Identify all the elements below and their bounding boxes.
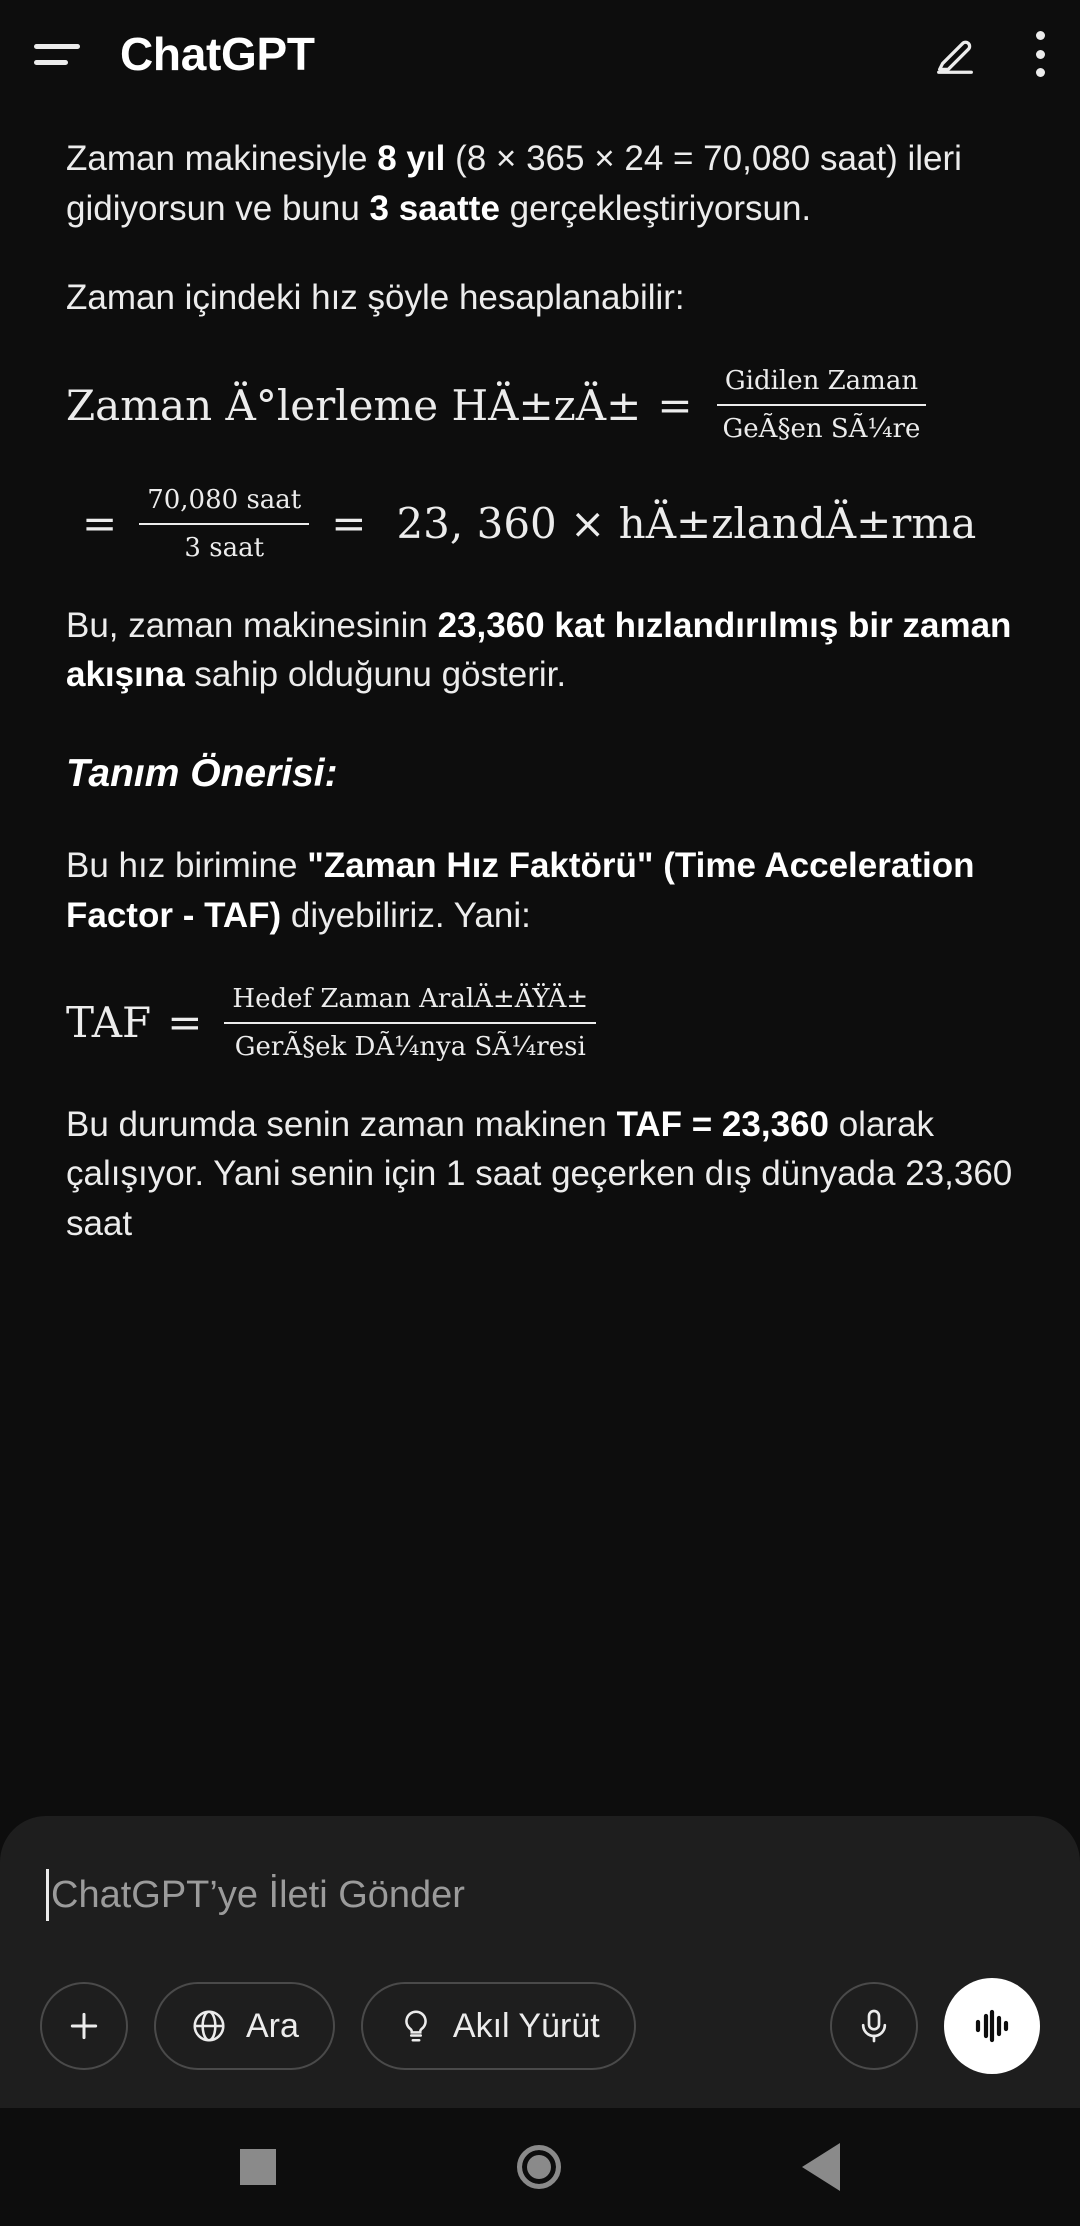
math-result: 23, 360 × hÄ±zlandÄ±rma — [396, 499, 977, 549]
text-run: Bu hız birimine — [66, 846, 308, 886]
reason-tool-button[interactable] — [361, 1982, 636, 2070]
back-button[interactable] — [802, 2143, 840, 2191]
add-attachment-button[interactable] — [40, 1982, 128, 2070]
hamburger-line — [34, 60, 68, 65]
text-run: Bu, zaman makinesinin — [66, 605, 438, 645]
math-equals: = — [82, 499, 118, 549]
lightbulb-icon — [397, 2007, 435, 2045]
globe-icon — [190, 2007, 228, 2045]
page-title: ChatGPT — [120, 28, 315, 80]
math-lhs: Zaman Ä°lerleme HÄ±zÄ± — [66, 380, 642, 430]
composer-placeholder[interactable]: ChatGPT’ye İleti Gönder — [51, 1873, 465, 1916]
text-run-bold: 3 saatte — [369, 188, 500, 228]
math-block-speed-result — [66, 482, 1014, 567]
math-block-speed-formula — [66, 363, 1014, 448]
voice-waveform-icon — [968, 2002, 1016, 2050]
message-composer — [0, 1816, 1080, 2108]
composer-input-row[interactable] — [40, 1860, 1040, 1930]
kebab-dot — [1036, 31, 1045, 40]
top-bar-actions — [932, 31, 1046, 77]
search-tool-button[interactable] — [154, 1982, 335, 2070]
text-run: Bu durumda senin zaman makinen — [66, 1104, 617, 1144]
microphone-button[interactable] — [830, 1982, 918, 2070]
math-lhs: TAF — [66, 998, 152, 1048]
text-run-bold: TAF = 23,360 — [616, 1104, 829, 1144]
fraction-denominator: GeÃ§en SÃ¼re — [722, 413, 921, 444]
math-block-taf-formula — [66, 981, 1014, 1066]
message-paragraph — [66, 134, 1014, 233]
math-fraction — [715, 363, 929, 448]
math-fraction — [139, 482, 309, 567]
text-run-bold: 23,360 kat hızlandırılmış bir zaman akışına — [66, 605, 1012, 695]
text-caret — [46, 1869, 49, 1921]
math-equals: = — [657, 380, 693, 430]
system-navigation-bar — [0, 2108, 1080, 2226]
hamburger-line — [34, 44, 80, 49]
math-equals: = — [167, 998, 203, 1048]
search-tool-label: Ara — [246, 2006, 299, 2045]
math-equals: = — [331, 499, 367, 549]
text-run-bold: "Zaman Hız Faktörü" (Time Acceleration Factor - TAF) — [66, 846, 975, 936]
message-paragraph — [66, 273, 1014, 323]
text-run: olarak çalışıyor. Yani senin için 1 saat geçerken dış dünyada 23,360 saat — [66, 1104, 1013, 1243]
text-run: Zaman makinesiyle — [66, 139, 378, 178]
kebab-menu-icon[interactable] — [1034, 31, 1046, 77]
home-button[interactable] — [517, 2145, 561, 2189]
section-heading: Tanım Önerisi: — [66, 752, 338, 796]
recents-button[interactable] — [240, 2149, 276, 2185]
voice-mode-button[interactable] — [944, 1978, 1040, 2074]
fraction-denominator: GerÃ§ek DÃ¼nya SÃ¼resi — [234, 1031, 586, 1062]
text-run: Zaman içindeki hız şöyle hesaplanabilir: — [66, 278, 685, 318]
text-run: (8 × 365 × 24 = 70,080 saat) ileri gidiyorsun ve bunu — [66, 139, 962, 228]
composer-action-bar — [40, 1978, 1040, 2074]
hamburger-menu-icon[interactable] — [34, 26, 90, 82]
text-run: diyebiliriz. Yani: — [281, 896, 531, 936]
top-app-bar — [0, 0, 1080, 108]
kebab-dot — [1036, 50, 1045, 59]
fraction-numerator: Gidilen Zaman — [717, 363, 926, 406]
math-fraction — [224, 981, 596, 1066]
fraction-numerator: 70,080 saat — [139, 482, 309, 525]
fraction-denominator: 3 saat — [184, 532, 265, 563]
fraction-numerator: Hedef Zaman AralÄ±ÄŸÄ± — [224, 981, 596, 1024]
message-paragraph — [66, 601, 1014, 700]
reason-tool-label: Akıl Yürüt — [452, 2006, 600, 2045]
text-run-bold: 8 yıl — [377, 139, 446, 178]
kebab-dot — [1036, 68, 1045, 77]
compose-icon[interactable] — [932, 31, 978, 77]
text-run: gerçekleştiriyorsun. — [499, 188, 812, 228]
message-paragraph — [66, 841, 1014, 940]
message-paragraph — [66, 1100, 1014, 1249]
text-run: sahip olduğunu gösterir. — [184, 655, 567, 695]
microphone-icon — [854, 2006, 894, 2046]
